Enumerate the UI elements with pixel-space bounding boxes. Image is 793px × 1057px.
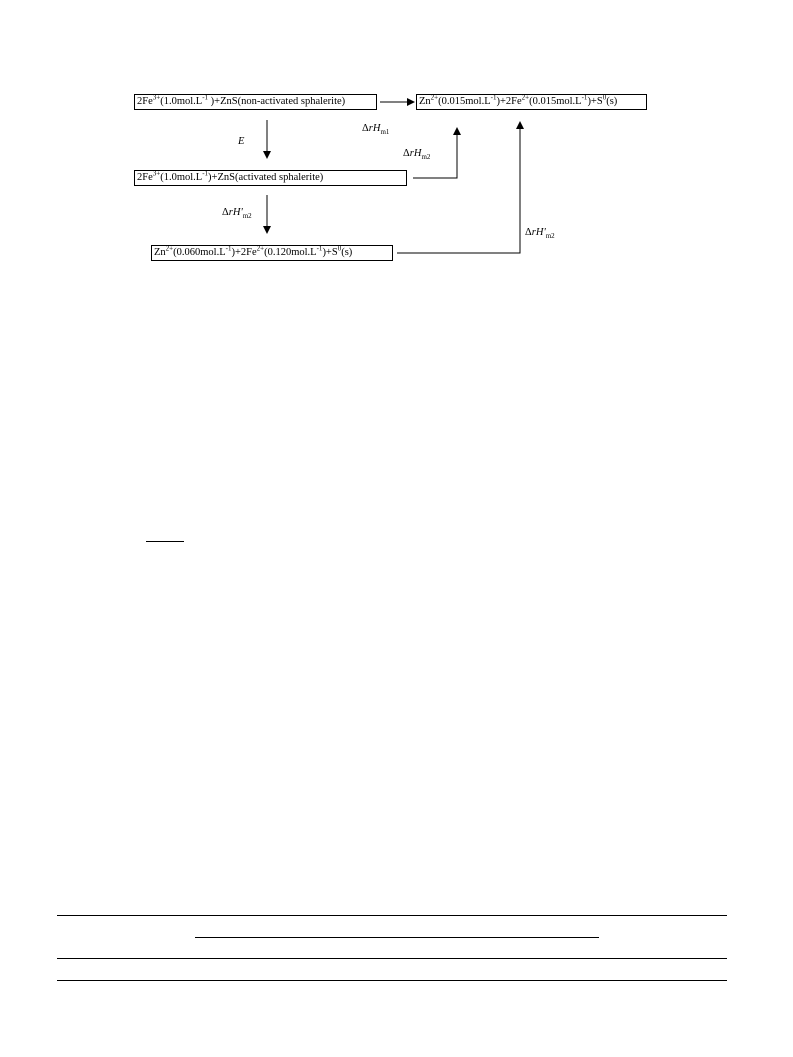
arrow-activated-to-products	[413, 128, 457, 178]
box4-sup-a: 2+	[165, 244, 174, 253]
box4-sup-e: 0	[337, 244, 342, 253]
box2-text-d: (0.015mol.L	[529, 96, 582, 107]
box2-sup-c: 2+	[521, 93, 530, 102]
rule-top	[57, 915, 727, 916]
box1-text-c: )+ZnS(non-activated sphalerite)	[208, 96, 346, 107]
box2-text-f: (s)	[606, 96, 618, 107]
box2-text-e: )+S	[587, 96, 603, 107]
box4-text-f: (s)	[341, 247, 353, 258]
box2-text-b: (0.015mol.L	[438, 96, 491, 107]
box2-text-a: Zn	[419, 96, 431, 107]
box1-text-b: (1.0mol.L	[160, 96, 203, 107]
label-delta-h-prime-left-r: r	[228, 207, 233, 218]
box3-sup-b: -1	[202, 169, 209, 178]
box2-sup-b: -1	[490, 93, 497, 102]
rule-bottom	[57, 980, 727, 981]
label-delta-h-prime-right-sub: m2	[545, 232, 555, 241]
label-delta-h-m2-h: H	[413, 148, 422, 159]
box4-text-a: Zn	[154, 247, 166, 258]
box1-sup-b: -1	[202, 93, 209, 102]
label-delta-h-prime-right-delta: Δ	[525, 227, 532, 238]
label-delta-h-m1-h: H	[372, 123, 381, 134]
box4-text-d: (0.120mol.L	[264, 247, 317, 258]
label-delta-h-prime-left-sub: m2	[242, 212, 252, 221]
box1-sup-a: 3+	[152, 93, 161, 102]
box2-sup-d: -1	[581, 93, 588, 102]
label-delta-h-prime-left-delta: Δ	[222, 207, 229, 218]
label-delta-h-m2-sub: m2	[421, 153, 431, 162]
rule-inner	[195, 937, 599, 938]
rule-middle	[57, 958, 727, 959]
box1-text-a: 2Fe	[137, 96, 153, 107]
box2-sup-e: 0	[602, 93, 607, 102]
arrow-bottom-to-top-products	[397, 122, 520, 253]
box3-text-a: 2Fe	[137, 172, 153, 183]
label-delta-h-m1-delta: Δ	[362, 123, 369, 134]
box4-text-c: )+2Fe	[231, 247, 257, 258]
box4-text-e: )+S	[322, 247, 338, 258]
label-delta-h-m1-sub: m1	[380, 128, 390, 137]
label-delta-h-prime-right-r: r	[531, 227, 536, 238]
box4-text-b: (0.060mol.L	[173, 247, 226, 258]
box2-text-c: )+2Fe	[496, 96, 522, 107]
box4-sup-b: -1	[225, 244, 232, 253]
label-delta-h-m2-delta: Δ	[403, 148, 410, 159]
label-delta-h-prime-left-h: H'	[232, 207, 243, 218]
box2-sup-a: 2+	[430, 93, 439, 102]
box4-sup-d: -1	[316, 244, 323, 253]
label-e-text: E	[238, 136, 245, 147]
short-rule	[146, 541, 184, 542]
box3-sup-a: 3+	[152, 169, 161, 178]
label-delta-h-prime-right-h: H'	[535, 227, 546, 238]
label-delta-h-m2-r: r	[409, 148, 414, 159]
box3-text-b: (1.0mol.L	[160, 172, 203, 183]
box4-sup-c: 2+	[256, 244, 265, 253]
label-delta-h-m1-r: r	[368, 123, 373, 134]
box3-text-c: )+ZnS(activated sphalerite)	[208, 172, 324, 183]
